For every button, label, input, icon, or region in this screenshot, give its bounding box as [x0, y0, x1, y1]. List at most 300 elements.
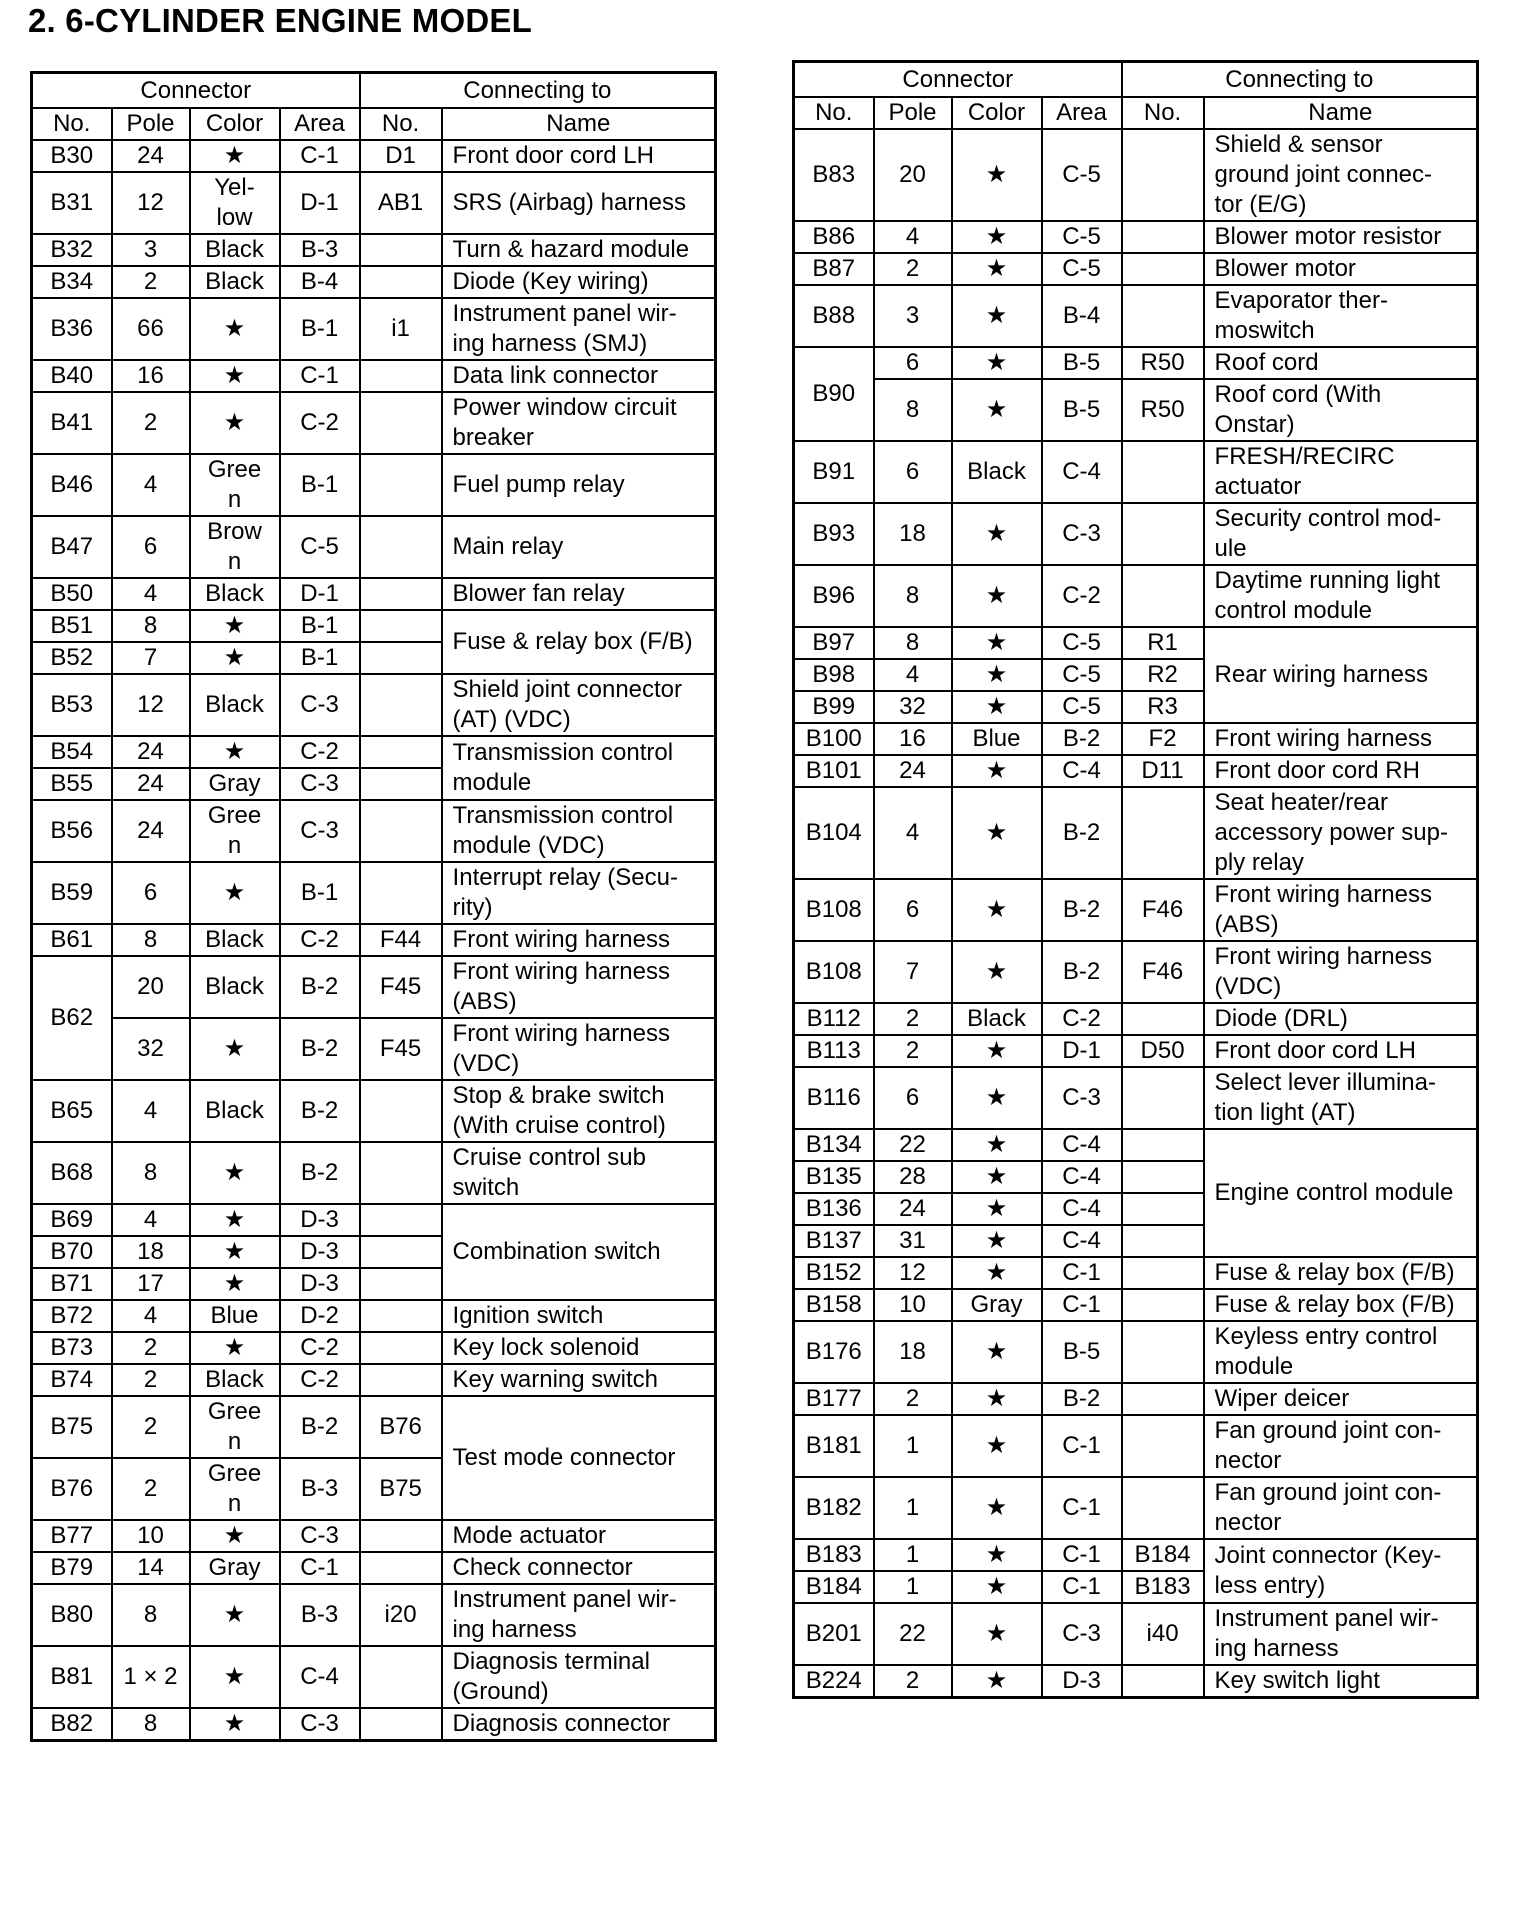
connecting-to-name: Fuse & relay box (F/B) [1204, 1289, 1478, 1321]
connector-area: B-2 [280, 956, 360, 1018]
connector-color: ★ [190, 298, 280, 360]
connector-pole: 8 [112, 1584, 190, 1646]
connector-color: ★ [952, 565, 1042, 627]
connector-no: B108 [794, 879, 874, 941]
connecting-to-name: Front door cord RH [1204, 755, 1478, 787]
table-row [794, 1257, 1478, 1289]
connector-area: D-3 [280, 1204, 360, 1236]
connector-pole: 2 [112, 1364, 190, 1396]
connecting-to-name: Daytime running light control module [1204, 565, 1478, 627]
connector-color: ★ [952, 1193, 1042, 1225]
connector-color: ★ [190, 1018, 280, 1080]
connector-color: ★ [952, 1225, 1042, 1257]
connector-area: B-3 [280, 234, 360, 266]
table-row [32, 1584, 716, 1646]
connector-area: C-4 [1042, 1129, 1122, 1161]
connecting-to-no [360, 1080, 442, 1142]
connector-color: ★ [952, 1383, 1042, 1415]
connector-pole: 16 [112, 360, 190, 392]
table-row [32, 1396, 716, 1458]
connector-no: B136 [794, 1193, 874, 1225]
connector-no: B98 [794, 659, 874, 691]
connecting-to-no [360, 610, 442, 642]
table-row [32, 1332, 716, 1364]
table-row [32, 956, 716, 1018]
table-row [794, 755, 1478, 787]
connector-pole: 3 [874, 285, 952, 347]
connecting-to-no [1122, 1067, 1204, 1129]
connecting-to-no: B75 [360, 1458, 442, 1520]
connector-color: ★ [190, 1584, 280, 1646]
connector-area: C-5 [1042, 691, 1122, 723]
connector-area: C-3 [1042, 1603, 1122, 1665]
table-row [32, 360, 716, 392]
connector-no: B93 [794, 503, 874, 565]
connecting-to-no [360, 1204, 442, 1236]
connector-color: Black [190, 234, 280, 266]
connecting-to-no [1122, 285, 1204, 347]
connecting-to-no [360, 1552, 442, 1584]
connector-color: ★ [952, 1415, 1042, 1477]
connector-pole: 22 [874, 1603, 952, 1665]
connector-pole: 17 [112, 1268, 190, 1300]
connector-pole: 12 [112, 674, 190, 736]
connector-color: ★ [190, 392, 280, 454]
table-row [32, 234, 716, 266]
connecting-to-name: Test mode connector [442, 1396, 716, 1520]
connecting-to-name: Interrupt relay (Secu- rity) [442, 862, 716, 924]
connector-pole: 6 [874, 1067, 952, 1129]
connector-no: B56 [32, 800, 112, 862]
connecting-to-no [1122, 1321, 1204, 1383]
connector-color: ★ [952, 1129, 1042, 1161]
connecting-to-no [1122, 221, 1204, 253]
connector-pole: 24 [874, 755, 952, 787]
connector-color: ★ [952, 879, 1042, 941]
connector-pole: 2 [874, 1003, 952, 1035]
connector-area: C-1 [280, 360, 360, 392]
connecting-to-no [360, 642, 442, 674]
connector-no: B182 [794, 1477, 874, 1539]
connector-area: B-2 [1042, 1383, 1122, 1415]
connector-pole: 8 [874, 627, 952, 659]
connector-color: Gree n [190, 454, 280, 516]
connecting-to-no [360, 1708, 442, 1741]
connecting-to-no [360, 266, 442, 298]
connector-no: B71 [32, 1268, 112, 1300]
connecting-to-no: B76 [360, 1396, 442, 1458]
connector-area: B-2 [1042, 787, 1122, 879]
connector-color: ★ [190, 736, 280, 768]
connector-no: B137 [794, 1225, 874, 1257]
connector-color: ★ [952, 691, 1042, 723]
header-name: Name [442, 108, 716, 140]
connector-area: D-1 [1042, 1035, 1122, 1067]
connector-color: ★ [952, 1257, 1042, 1289]
connecting-to-name: Joint connector (Key- less entry) [1204, 1539, 1478, 1603]
connector-no: B88 [794, 285, 874, 347]
table-row [32, 800, 716, 862]
connector-area: C-5 [1042, 659, 1122, 691]
connecting-to-no [1122, 1193, 1204, 1225]
connecting-to-no [360, 392, 442, 454]
connecting-to-no: F44 [360, 924, 442, 956]
connector-pole: 31 [874, 1225, 952, 1257]
connector-color: ★ [190, 1520, 280, 1552]
connector-no: B55 [32, 768, 112, 800]
connecting-to-name: Front wiring harness [1204, 723, 1478, 755]
connecting-to-no: F2 [1122, 723, 1204, 755]
connector-pole: 4 [874, 659, 952, 691]
connecting-to-no [360, 800, 442, 862]
connector-area: C-5 [1042, 221, 1122, 253]
table-row [794, 941, 1478, 1003]
connecting-to-name: Shield & sensor ground joint connec- tor (E/G) [1204, 129, 1478, 221]
connector-no: B80 [32, 1584, 112, 1646]
connector-color: Blue [190, 1300, 280, 1332]
connector-color: ★ [952, 129, 1042, 221]
connector-color: ★ [952, 627, 1042, 659]
connector-pole: 18 [874, 503, 952, 565]
connector-no: B134 [794, 1129, 874, 1161]
connecting-to-no [1122, 565, 1204, 627]
connecting-to-no [1122, 441, 1204, 503]
connector-no: B113 [794, 1035, 874, 1067]
table-row [794, 1415, 1478, 1477]
connector-no: B41 [32, 392, 112, 454]
connector-color: ★ [952, 1603, 1042, 1665]
table-row [794, 1129, 1478, 1161]
table-row [794, 347, 1478, 379]
connector-area: C-2 [280, 392, 360, 454]
connector-color: ★ [190, 1708, 280, 1741]
header-connector: Connector [794, 62, 1122, 98]
connector-color: ★ [952, 787, 1042, 879]
connector-pole: 1 [874, 1477, 952, 1539]
connector-color: ★ [952, 659, 1042, 691]
header-connecting-to: Connecting to [1122, 62, 1478, 98]
connecting-to-no: R2 [1122, 659, 1204, 691]
table-row [32, 266, 716, 298]
header-area: Area [280, 108, 360, 140]
table-row [32, 1520, 716, 1552]
connector-pole: 32 [874, 691, 952, 723]
table-row [794, 1289, 1478, 1321]
header-connector: Connector [32, 73, 360, 109]
connecting-to-no [360, 1520, 442, 1552]
connector-pole: 6 [112, 516, 190, 578]
connecting-to-name: Front door cord LH [1204, 1035, 1478, 1067]
connector-color: ★ [190, 1268, 280, 1300]
connector-area: B-2 [1042, 941, 1122, 1003]
connecting-to-name: Instrument panel wir- ing harness [1204, 1603, 1478, 1665]
connector-table-left [30, 71, 717, 1742]
connector-color: ★ [952, 1067, 1042, 1129]
connector-color: ★ [190, 1646, 280, 1708]
connector-pole: 28 [874, 1161, 952, 1193]
connector-no: B90 [794, 347, 874, 441]
connecting-to-no [360, 1364, 442, 1396]
connector-color: Blue [952, 723, 1042, 755]
connector-area: B-2 [280, 1142, 360, 1204]
connector-pole: 6 [112, 862, 190, 924]
connecting-to-no: R3 [1122, 691, 1204, 723]
table-row [32, 1364, 716, 1396]
connecting-to-name: Front wiring harness (VDC) [1204, 941, 1478, 1003]
connecting-to-no [1122, 1289, 1204, 1321]
connector-area: C-3 [280, 674, 360, 736]
connector-color: Black [190, 674, 280, 736]
connector-area: C-3 [1042, 503, 1122, 565]
table-row [794, 1383, 1478, 1415]
connector-no: B73 [32, 1332, 112, 1364]
table-row [794, 1067, 1478, 1129]
connector-pole: 10 [874, 1289, 952, 1321]
connecting-to-name: FRESH/RECIRC actuator [1204, 441, 1478, 503]
connecting-to-name: Keyless entry control module [1204, 1321, 1478, 1383]
connector-area: C-2 [280, 1332, 360, 1364]
connecting-to-name: Data link connector [442, 360, 716, 392]
connector-no: B36 [32, 298, 112, 360]
connecting-to-name: Check connector [442, 1552, 716, 1584]
connector-no: B53 [32, 674, 112, 736]
connector-area: C-1 [280, 140, 360, 172]
table-row [794, 285, 1478, 347]
connecting-to-no: D1 [360, 140, 442, 172]
connecting-to-no: R50 [1122, 379, 1204, 441]
connector-area: C-5 [1042, 253, 1122, 285]
connector-pole: 24 [112, 736, 190, 768]
connector-area: D-2 [280, 1300, 360, 1332]
table-row [32, 1552, 716, 1584]
connector-area: B-2 [280, 1396, 360, 1458]
connector-color: ★ [952, 1571, 1042, 1603]
connecting-to-no [1122, 1161, 1204, 1193]
connecting-to-no [1122, 253, 1204, 285]
connecting-to-no: i20 [360, 1584, 442, 1646]
connector-color: ★ [190, 862, 280, 924]
table-row [794, 1539, 1478, 1571]
connecting-to-no [1122, 1477, 1204, 1539]
connecting-to-name: Main relay [442, 516, 716, 578]
connecting-to-name: Key warning switch [442, 1364, 716, 1396]
header-to-no: No. [360, 108, 442, 140]
table-row [32, 1080, 716, 1142]
connector-no: B40 [32, 360, 112, 392]
table-row [32, 1300, 716, 1332]
header-no: No. [32, 108, 112, 140]
connector-pole: 14 [112, 1552, 190, 1584]
header-area: Area [1042, 97, 1122, 129]
connector-area: B-2 [280, 1018, 360, 1080]
connector-pole: 24 [874, 1193, 952, 1225]
connecting-to-no: R1 [1122, 627, 1204, 659]
connecting-to-name: Front wiring harness (ABS) [442, 956, 716, 1018]
connector-area: D-1 [280, 578, 360, 610]
connector-no: B135 [794, 1161, 874, 1193]
connector-no: B70 [32, 1236, 112, 1268]
table-row [794, 1603, 1478, 1665]
connecting-to-name: Ignition switch [442, 1300, 716, 1332]
connector-pole: 4 [112, 1204, 190, 1236]
connecting-to-no [360, 1236, 442, 1268]
table-row [32, 1708, 716, 1741]
connector-color: ★ [952, 285, 1042, 347]
header-connecting-to: Connecting to [360, 73, 716, 109]
connector-color: ★ [190, 360, 280, 392]
connector-no: B99 [794, 691, 874, 723]
connector-no: B32 [32, 234, 112, 266]
connector-no: B112 [794, 1003, 874, 1035]
connector-no: B74 [32, 1364, 112, 1396]
connector-pole: 2 [874, 1665, 952, 1698]
connecting-to-no [360, 360, 442, 392]
connector-pole: 8 [112, 924, 190, 956]
connector-no: B52 [32, 642, 112, 674]
connecting-to-name: Rear wiring harness [1204, 627, 1478, 723]
connector-no: B76 [32, 1458, 112, 1520]
connector-pole: 2 [112, 1332, 190, 1364]
connector-pole: 2 [874, 253, 952, 285]
connector-color: ★ [190, 642, 280, 674]
connector-no: B152 [794, 1257, 874, 1289]
connecting-to-no: B184 [1122, 1539, 1204, 1571]
connector-pole: 20 [874, 129, 952, 221]
connector-no: B31 [32, 172, 112, 234]
connecting-to-name: Mode actuator [442, 1520, 716, 1552]
connector-color: ★ [952, 221, 1042, 253]
connecting-to-name: Evaporator ther- moswitch [1204, 285, 1478, 347]
connector-no: B181 [794, 1415, 874, 1477]
table-row [794, 627, 1478, 659]
connecting-to-no: D50 [1122, 1035, 1204, 1067]
connecting-to-name: Fan ground joint con- nector [1204, 1415, 1478, 1477]
connector-color: ★ [952, 503, 1042, 565]
connector-area: B-2 [1042, 723, 1122, 755]
connector-color: Gray [952, 1289, 1042, 1321]
connector-area: B-4 [1042, 285, 1122, 347]
connector-pole: 7 [112, 642, 190, 674]
connector-color: ★ [190, 1332, 280, 1364]
connector-area: C-5 [280, 516, 360, 578]
connector-area: C-3 [1042, 1067, 1122, 1129]
connector-area: C-1 [1042, 1571, 1122, 1603]
connecting-to-name: Diagnosis terminal (Ground) [442, 1646, 716, 1708]
connecting-to-no [360, 736, 442, 768]
connecting-to-name: Turn & hazard module [442, 234, 716, 266]
connector-area: C-3 [280, 800, 360, 862]
connecting-to-name: Instrument panel wir- ing harness [442, 1584, 716, 1646]
connector-no: B47 [32, 516, 112, 578]
connector-no: B30 [32, 140, 112, 172]
connector-color: ★ [952, 755, 1042, 787]
connector-color: ★ [952, 941, 1042, 1003]
connector-pole: 8 [874, 565, 952, 627]
connecting-to-name: Wiper deicer [1204, 1383, 1478, 1415]
connector-color: Gree n [190, 1396, 280, 1458]
connector-pole: 1 [874, 1415, 952, 1477]
connecting-to-name: Stop & brake switch (With cruise control) [442, 1080, 716, 1142]
connector-no: B69 [32, 1204, 112, 1236]
connecting-to-name: SRS (Airbag) harness [442, 172, 716, 234]
connecting-to-no: F45 [360, 956, 442, 1018]
header-name: Name [1204, 97, 1478, 129]
table-row [32, 610, 716, 642]
connector-area: C-1 [1042, 1257, 1122, 1289]
connecting-to-no [1122, 1225, 1204, 1257]
connector-pole: 8 [112, 1708, 190, 1741]
connector-no: B46 [32, 454, 112, 516]
connecting-to-no [360, 234, 442, 266]
connector-pole: 7 [874, 941, 952, 1003]
connecting-to-name: Security control mod- ule [1204, 503, 1478, 565]
table-row [32, 516, 716, 578]
connector-pole: 1 [874, 1571, 952, 1603]
connecting-to-name: Diagnosis connector [442, 1708, 716, 1741]
connector-area: B-1 [280, 298, 360, 360]
connector-no: B176 [794, 1321, 874, 1383]
connector-color: Black [952, 441, 1042, 503]
connector-color: Black [190, 956, 280, 1018]
connector-no: B96 [794, 565, 874, 627]
connector-no: B82 [32, 1708, 112, 1741]
connecting-to-no: i1 [360, 298, 442, 360]
connecting-to-no: F45 [360, 1018, 442, 1080]
connector-area: C-4 [1042, 1161, 1122, 1193]
connector-pole: 6 [874, 347, 952, 379]
connecting-to-name: Transmission control module (VDC) [442, 800, 716, 862]
connector-no: B61 [32, 924, 112, 956]
connector-area: B-2 [1042, 879, 1122, 941]
connector-area: C-3 [280, 1708, 360, 1741]
connector-color: ★ [952, 1161, 1042, 1193]
table-row [32, 674, 716, 736]
connecting-to-no: AB1 [360, 172, 442, 234]
connecting-to-name: Seat heater/rear accessory power sup- ply relay [1204, 787, 1478, 879]
connecting-to-no [1122, 503, 1204, 565]
connector-color: Black [190, 1080, 280, 1142]
connector-no: B34 [32, 266, 112, 298]
connector-area: C-4 [1042, 755, 1122, 787]
table-row [794, 787, 1478, 879]
connector-pole: 4 [112, 1300, 190, 1332]
connecting-to-no [360, 578, 442, 610]
connector-color: ★ [190, 1204, 280, 1236]
connector-table-right [792, 60, 1479, 1699]
table-row [32, 736, 716, 768]
connector-area: C-5 [1042, 627, 1122, 659]
connector-color: ★ [190, 1142, 280, 1204]
connector-no: B184 [794, 1571, 874, 1603]
connector-no: B224 [794, 1665, 874, 1698]
connector-no: B101 [794, 755, 874, 787]
connector-pole: 12 [112, 172, 190, 234]
connector-area: B-5 [1042, 1321, 1122, 1383]
connector-pole: 2 [112, 1458, 190, 1520]
connecting-to-name: Cruise control sub switch [442, 1142, 716, 1204]
connecting-to-name: Fan ground joint con- nector [1204, 1477, 1478, 1539]
table-row [794, 129, 1478, 221]
connecting-to-no: i40 [1122, 1603, 1204, 1665]
connecting-to-no [360, 1300, 442, 1332]
connector-area: C-1 [280, 1552, 360, 1584]
connector-pole: 2 [112, 1396, 190, 1458]
connector-color: Gree n [190, 800, 280, 862]
connecting-to-name: Key lock solenoid [442, 1332, 716, 1364]
connecting-to-name: Shield joint connector (AT) (VDC) [442, 674, 716, 736]
connector-pole: 2 [874, 1383, 952, 1415]
connector-pole: 4 [874, 221, 952, 253]
